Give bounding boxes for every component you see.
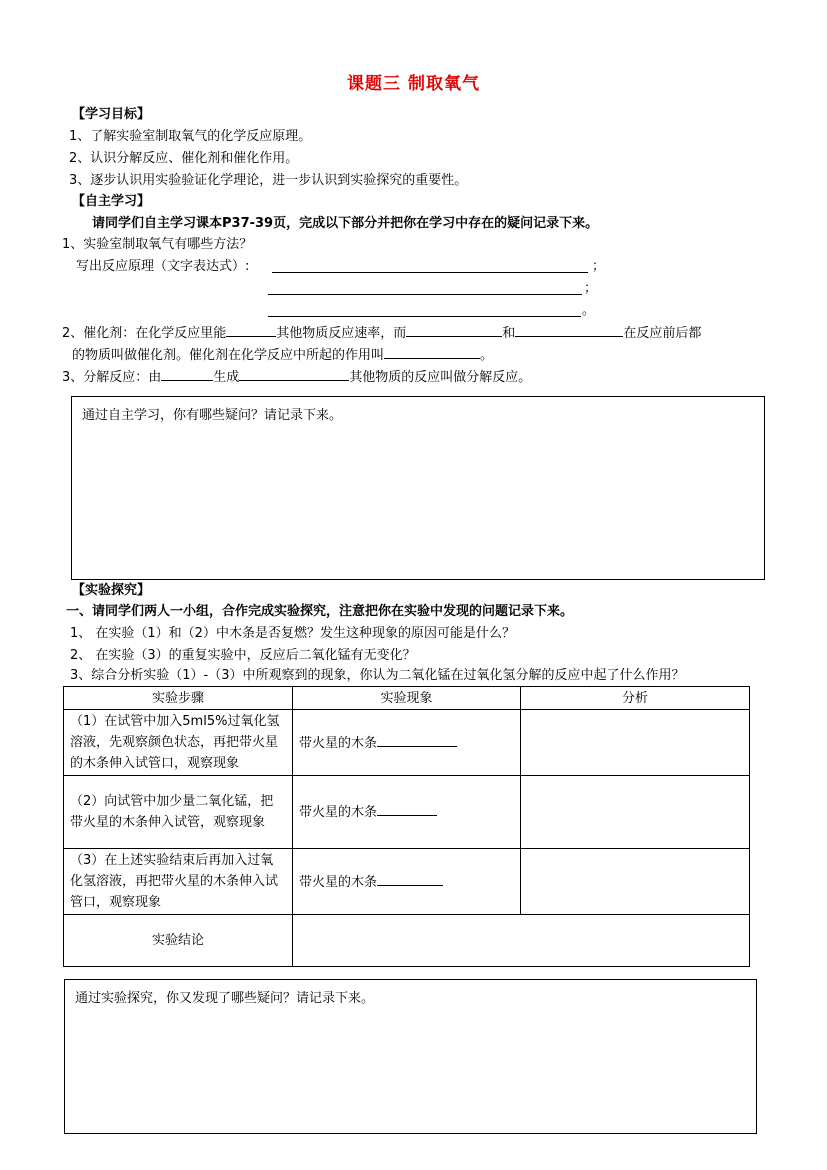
table-header-row bbox=[64, 687, 750, 710]
observation-label: 带火星的木条 bbox=[299, 805, 378, 820]
header-analysis: 分析 bbox=[521, 687, 750, 710]
q3-text-a: 3、分解反应：由 bbox=[62, 370, 162, 385]
conclusion-label: 实验结论 bbox=[64, 915, 293, 967]
table-row bbox=[64, 849, 750, 915]
q2-blank-1[interactable] bbox=[226, 322, 276, 337]
q2-blank-2[interactable] bbox=[406, 322, 502, 337]
q2-text-b: 其他物质反应速率，而 bbox=[276, 326, 407, 341]
q2-text-e: 的物质叫做催化剂。催化剂在化学反应中所起的作用叫 bbox=[72, 348, 385, 363]
goal-item-1: 1、了解实验室制取氧气的化学反应原理。 bbox=[69, 129, 312, 144]
observation-blank[interactable] bbox=[377, 732, 457, 747]
self-study-q3 bbox=[62, 366, 531, 387]
explore-notes-box[interactable] bbox=[64, 979, 757, 1134]
explore-heading: 【实验探究】 bbox=[72, 583, 151, 598]
step-cell: （2）向试管中加少量二氧化锰，把带火星的木条伸入试管，观察现象 bbox=[64, 776, 293, 849]
observation-cell bbox=[293, 776, 521, 849]
header-steps: 实验步骤 bbox=[64, 687, 293, 710]
answer-line-1[interactable] bbox=[272, 258, 588, 279]
conclusion-row bbox=[64, 915, 750, 967]
semicolon-2: ； bbox=[584, 281, 598, 296]
conclusion-cell[interactable] bbox=[293, 915, 750, 967]
table-row bbox=[64, 710, 750, 776]
self-study-q1-sub: 写出反应原理（文字表达式）: bbox=[76, 259, 250, 274]
self-study-q2-line2 bbox=[72, 344, 493, 365]
goal-item-2: 2、认识分解反应、催化剂和催化作用。 bbox=[69, 151, 299, 166]
observation-cell bbox=[293, 710, 521, 776]
q2-text-a: 2、催化剂：在化学反应里能 bbox=[62, 326, 227, 341]
period-3: 。 bbox=[582, 303, 596, 318]
explore-q2: 2、 在实验（3）的重复实验中，反应后二氧化锰有无变化？ bbox=[70, 648, 416, 663]
self-study-notes-box[interactable] bbox=[71, 396, 765, 580]
q2-text-d: 在反应前后都 bbox=[623, 326, 702, 341]
q2-text-c: 和 bbox=[502, 326, 516, 341]
answer-line-3[interactable] bbox=[268, 302, 581, 323]
self-study-heading: 【自主学习】 bbox=[72, 194, 151, 209]
observation-label: 带火星的木条 bbox=[299, 735, 378, 751]
semicolon-1: ； bbox=[592, 259, 606, 274]
q2-blank-4[interactable] bbox=[384, 344, 480, 359]
explore-notes-prompt: 通过实验探究，你又发现了哪些疑问？请记录下来。 bbox=[75, 991, 375, 1006]
q3-blank-2[interactable] bbox=[239, 366, 349, 381]
q2-text-f: 。 bbox=[480, 348, 494, 363]
explore-q1: 1、 在实验（1）和（2）中木条是否复燃？发生这种现象的原因可能是什么？ bbox=[70, 626, 515, 641]
experiment-table bbox=[63, 686, 750, 967]
self-study-q1: 1、实验室制取氧气有哪些方法？ bbox=[62, 237, 253, 252]
answer-line-2[interactable] bbox=[268, 280, 582, 301]
goals-heading: 【学习目标】 bbox=[72, 107, 151, 122]
observation-label: 带火星的木条 bbox=[299, 874, 378, 890]
analysis-cell[interactable] bbox=[521, 710, 750, 776]
step-cell: （3）在上述实验结束后再加入过氧化氢溶液，再把带火星的木条伸入试管口，观察现象 bbox=[64, 849, 293, 915]
q3-text-c: 其他物质的反应叫做分解反应。 bbox=[349, 370, 532, 385]
q3-text-b: 生成 bbox=[213, 370, 240, 385]
self-study-notes-prompt: 通过自主学习，你有哪些疑问？请记录下来。 bbox=[82, 408, 343, 423]
page-title: 课题三 制取氧气 bbox=[347, 74, 480, 94]
analysis-cell[interactable] bbox=[521, 849, 750, 915]
header-observation: 实验现象 bbox=[293, 687, 521, 710]
explore-q3: 3、综合分析实验（1）-（3）中所观察到的现象，你认为二氧化锰在过氧化氢分解的反应中起了什么作用？ bbox=[70, 668, 685, 683]
explore-instruction: 一、请同学们两人一小组，合作完成实验探究，注意把你在实验中发现的问题记录下来。 bbox=[66, 604, 574, 619]
q3-blank-1[interactable] bbox=[161, 366, 213, 381]
observation-cell bbox=[293, 849, 521, 915]
table-row bbox=[64, 776, 750, 849]
self-study-q2-line1 bbox=[62, 322, 701, 343]
self-study-instruction: 请同学们自主学习课本P37-39页，完成以下部分并把你在学习中存在的疑问记录下来。 bbox=[92, 216, 599, 231]
observation-blank[interactable] bbox=[377, 801, 437, 816]
goal-item-3: 3、逐步认识用实验验证化学理论，进一步认识到实验探究的重要性。 bbox=[69, 173, 468, 188]
analysis-cell[interactable] bbox=[521, 776, 750, 849]
q2-blank-3[interactable] bbox=[515, 322, 623, 337]
step-cell: （1）在试管中加入5ml5%过氧化氢溶液，先观察颜色状态，再把带火星的木条伸入试管口，观察现象 bbox=[64, 710, 293, 776]
observation-blank[interactable] bbox=[377, 871, 443, 886]
